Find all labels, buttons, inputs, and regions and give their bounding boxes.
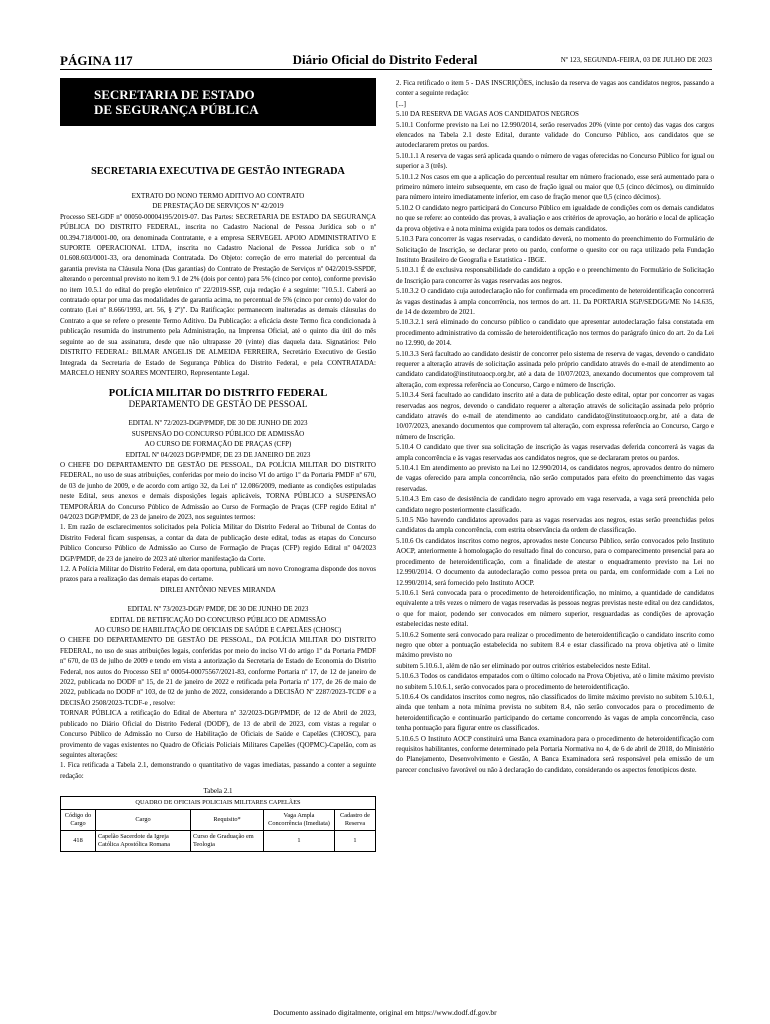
paragraph: subitem 5.10.6.1, além de não ser eliminado por outros critérios estabelecidos neste Edital. xyxy=(396,661,651,670)
edital-73-title xyxy=(60,604,376,635)
left-column xyxy=(60,78,376,968)
paragraph: 5.10.4.1 Em atendimento ao previsto na Lei no 12.990/2014, os candidatos negros, aprovados dentro do número de vagas oferecido para ampla concorrência, não serão computados para efeito do preenchimento das vagas reservadas. xyxy=(396,464,714,493)
org-subtitle: DEPARTAMENTO DE GESTÃO DE PESSOAL xyxy=(128,399,308,410)
edital-72-title xyxy=(60,418,376,460)
paragraph: 5.10.1 Conforme previsto na Lei no 12.990/2014, serão reservados 20% (vinte por cento) das vagas dos cargos elencados na Tabela 2.1 deste Edital, durante validade do Concurso Público, aos candidatos que se autodeclararem pretos ou pardos. xyxy=(396,120,714,150)
vagas-table xyxy=(60,796,376,852)
table-cell: 1 xyxy=(264,831,335,852)
right-column xyxy=(396,78,714,968)
paragraph: 5.10.6.3 Todos os candidatos empatados com o último colocado na Prova Objetiva, até o limite máximo previsto no subitem 5.10.6.1, serão convocados para o procedimento de heteroidentificação. xyxy=(396,672,714,691)
paragraph: 5.10 DA RESERVA DE VAGAS AOS CANDIDATOS NEGROS xyxy=(396,110,579,119)
edital-title-line: EDITAL Nº 04/2023 DGP/PMDF, DE 23 DE JANEIRO DE 2023 xyxy=(125,450,311,459)
table-header-cell: Vaga Ampla Concorrência (Imediata) xyxy=(264,810,335,831)
paragraph: 2. Fica retificado o item 5 - DAS INSCRIÇÕES, inclusão da reserva de vagas aos candidatos negros, passando a conter a seguinte redação: xyxy=(396,79,714,98)
table-caption: Tabela 2.1 xyxy=(203,787,233,796)
paragraph: 5.10.6.1 Será convocada para o procedimento de heteroidentificação, no mínimo, a quantidade de candidatos equivalente a três vezes o número de vagas reservadas às pessoas negras previstas neste edital ou dez candidatos, o que for maior, podendo ser convocados em número superior, resguardadas as condições de aprovação estabelecidas neste edital. xyxy=(396,588,714,629)
edital-title-line: AO CURSO DE HABILITAÇÃO DE OFICIAIS DE SAÚDE E CAPELÃES (CHOSC) xyxy=(94,626,342,635)
table-row xyxy=(61,831,376,852)
edital-73-paragraph: O CHEFE DO DEPARTAMENTO DE GESTÃO DE PESSOAL, DA POLÍCIA MILITAR DO DISTRITO FEDERAL, no uso de suas atribuições legais, conferidas por meio do inciso VI do artigo 1º da Portaria PMDF nº 670, de 03 de julho de 2009 e tendo em vista a autorização da Secretaria de Estado de Economia do Distrito Federal, nos autos do Processo SEI nº 00054-00075567/2021-83, conforme Portaria nº 17, de 12 de janeiro de 2022, publicada no DODF nº 15, de 21 de janeiro de 2022 e retificada pela Portaria nº 177, de 26 de maio de 2022, publicada no DODF nº 103, de 02 de junho de 2022, considerando a DECISÃO Nº 2287/2023-TCDF e a DECISÃO 2508/2023-TCDF-e , resolve: xyxy=(60,636,376,707)
page-number: PÁGINA 117 xyxy=(60,53,133,68)
banner-line: DE SEGURANÇA PÚBLICA xyxy=(94,102,259,117)
table-title-row xyxy=(61,797,376,810)
table-cell: Capelão Sacerdote da Igreja Católica Apostólica Romana xyxy=(96,831,191,852)
table-header-cell: Código do Cargo xyxy=(61,810,96,831)
paragraph: 5.10.3.4 Será facultado ao candidato inscrito até a data de publicação deste edital, optar por concorrer as vagas reservadas aos negros, devendo o candidato requerer a alteração através de solicitação assinada pelo próprio candidato através do e-mail de atendimento ao candidato candidato@institutoaocp.org.br, até a data de 10/07/2023, anexando documentos que comprovem tal alteração, com expressa referência ao Concurso, Cargo e número de Inscrição. xyxy=(396,391,714,441)
paragraph: 5.10.6 Os candidatos inscritos como negros, aprovados neste Concurso Público, serão convocados pelo Instituto AOCP, anteriormente à homologação do resultado final do concurso, para o comparecimento presencial para ao procedimento de heteroidentificação, com a finalidade de atestar o enquadramento previsto na Lei no 12.990/2014. O documento da autodeclaração como pessoa preta ou parda, em conformidade com a Lei no 12.990/2014, será fornecido pelo Instituto AOCP. xyxy=(396,536,714,587)
table-title: QUADRO DE OFICIAIS POLICIAIS MILITARES CAPELÃES xyxy=(61,797,376,810)
org-title: POLÍCIA MILITAR DO DISTRITO FEDERAL xyxy=(108,388,328,400)
secretaria-banner xyxy=(60,78,376,126)
header-rule xyxy=(60,69,712,70)
paragraph: 5.10.1.2 Nos casos em que a aplicação do percentual resultar em número fracionado, esse será aumentado para o primeiro número inteiro subsequente, em caso de fração igual ou maior que 0,5 (cinco décimos), ou diminuído para número inteiro imediatamente inferior, em caso de fração menor que 0,5 (cinco décimos). xyxy=(396,172,714,202)
paragraph: 5.10.6.5 O Instituto AOCP constituirá uma Banca examinadora para o procedimento de heteroidentificação com requisitos habilitantes, conforme determinado pela Portaria Normativa no 4, de 6 de abril de 2018, do Ministério do Planejamento, Desenvolvimento e Gestão, A Banca Examinadora será responsável pela emissão de um parecer conclusivo favorável ou não à declaração do candidato, considerando os aspectos fenotípicos deste. xyxy=(396,734,714,774)
paragraph: 5.10.6.4 Os candidatos inscritos como negros, não classificados do limite máximo previsto no subitem 5.10.6.1, ainda que tenham a nota mínima prevista no subitem 8.4, não serão convocados para o procedimento de heteroidentificação e continuarão participando do certame concorrendo às vagas de ampla concorrência, caso tenha pontuação para figurar entre os classificados. xyxy=(396,692,714,733)
paragraph: 5.10.3.3 Será facultado ao candidato desistir de concorrer pelo sistema de reserva de vagas, devendo o candidato requerer a alteração através de solicitação assinada pelo próprio candidato através do e-mail de atendimento ao candidato candidato@institutoaocp.org.br, até a data de 10/07/2023, anexando documentos que comprovem tal alteração, com expressa referência ao Concurso, Cargo e número de Inscrição. xyxy=(396,349,714,389)
paragraph: 5.10.2 O candidato negro participará do Concurso Público em igualdade de condições com os demais candidatos no que se refere: ao conteúdo das provas, à avaliação e aos critérios de aprovação, ao horário e local de aplicação da prova objetiva e à nota mínima exigida para todos os demais candidatos. xyxy=(396,203,714,233)
footer-signature-note: Documento assinado digitalmente, original em https://www.dodf.df.gov.br xyxy=(273,1008,497,1017)
banner-line: SECRETARIA DE ESTADO xyxy=(94,87,255,102)
extract-title-line: DE PRESTAÇÃO DE SERVIÇOS Nº 42/2019 xyxy=(152,202,284,211)
table-cell: Curso de Graduação em Teologia xyxy=(191,831,264,852)
paragraph: 5.10.4.3 Em caso de desistência de candidato negro aprovado em vaga reservada, a vaga será preenchida pelo candidato negro posteriormente classificado. xyxy=(396,495,714,514)
edital-73-paragraph: TORNAR PÚBLICA a retificação do Edital de Abertura nº 32/2023-DGP/PMDF, de 12 de Abril de 2023, publicado no Diário Oficial do Distrito Federal (DODF), de 13 de abril de 2023, com vistas a regular o Concurso Público de Admissão no Curso de Habilitação de Oficiais de Saúde e Capelães (CHOSC), para provimento de vagas existentes no Quadro de Oficiais Policiais Militares Capelães (QOPMC)-Capelão, com as seguintes alterações: xyxy=(60,709,376,759)
section-title: SECRETARIA EXECUTIVA DE GESTÃO INTEGRADA xyxy=(91,166,345,177)
table-header-row xyxy=(61,810,376,831)
table-header-cell: Cargo xyxy=(96,810,191,831)
paragraph: 5.10.3 Para concorrer às vagas reservadas, o candidato deverá, no momento do preenchimento do Formulário de Solicitação de Inscrição, se declarar preto ou pardo, conforme o quesito cor ou raça utilizado pela Fundação Instituto Brasileiro de Geografia e Estatística - IBGE. xyxy=(396,235,714,264)
edital-title-line: EDITAL Nº 73/2023-DGP/ PMDF, DE 30 DE JUNHO DE 2023 xyxy=(127,605,309,614)
edital-72-paragraph: 1.2. A Polícia Militar do Distrito Federal, em data oportuna, publicará um novo Cronograma disponde dos novos prazos para a realização das demais etapas do certame. xyxy=(60,565,376,584)
journal-title: Diário Oficial do Distrito Federal xyxy=(292,52,478,67)
edital-72-paragraph: O CHEFE DO DEPARTAMENTO DE GESTÃO DE PESSOAL, DA POLÍCIA MILITAR DO DISTRITO FEDERAL, no uso de suas atribuições, conferidas por meio do inciso VI do artigo 1º da Portaria PMDF nº 670, de 03 de junho de 2009, e de acordo com artigo 32, da Lei nº 12.086/2009, mediante as condições estipuladas neste Edital, seus anexos e demais disposições legais aplicáveis, TORNA PÚBLICO a SUSPENSÃO TEMPORÁRIA do Concurso Público de Admissão ao Curso de Formação de Praças (CFP regido Edital nº 04/2023 DGP/PMDF, de 23 de janeiro de 2023, nos seguintes termos: xyxy=(60,460,376,521)
extract-title-line: EXTRATO DO NONO TERMO ADITIVO AO CONTRATO xyxy=(131,192,305,200)
paragraph: 5.10.3.1 É de exclusiva responsabilidade do candidato a opção e o preenchimento do Formulário de Solicitação de Inscrição para concorrer às vagas reservadas aos negros. xyxy=(396,266,714,285)
edital-72-paragraph: 1. Em razão de esclarecimentos solicitados pela Polícia Militar do Distrito Federal ao Tribunal de Contas do Distrito Federal ficam suspensas, a contar da data de publicação deste edital, todas as etapas do Concurso Público Concurso Público de Admissão ao Curso de Formação de Praças (CFP) regido Edital nº 04/2023 DGP/PMDF, de 23 de janeiro de 2023 até ulterior manifestação da Corte. xyxy=(60,523,376,563)
paragraph: [...] xyxy=(396,99,406,108)
edital-title-line: EDITAL DE RETIFICAÇÃO DO CONCURSO PÚBLICO DE ADMISSÃO xyxy=(110,615,326,624)
paragraph: 5.10.3.2.1 será eliminado do concurso público o candidato que apresentar autodeclaração falsa constatada em procedimento administrativo da comissão de heteroidentificação nos termos do parágrafo único do art. 2o da Lei no 12.990, de 2014. xyxy=(396,318,714,348)
extract-body: Processo SEI-GDF nº 00050-00004195/2019-07. Das Partes: SECRETARIA DE ESTADO DA SEGURANÇA PÚBLICA DO DISTRITO FEDERAL, inscrita no Cadastro Nacional de Pessoa Jurídica sob o nº 00.394.718/0001-00, ora denominada Contratante, e a empresa SERVEGEL APOIO ADMINISTRATIVO E SUPORTE OPERACIONAL LTDA, inscrita no Cadastro Nacional de Pessoa Jurídica sob o nº 01.608.603/0001-33, ora denominada Contratada. Do Objeto: correção de erro material do percentual da garantia prevista na Cláusula Nona (Das garantias) do Contrato de Prestação de Serviços nº 042/2019-SSPDF, alterando o percentual previsto no item 9.1 de 2% (dois por cento) para 5% (cinco por cento), conforme previsão no item 10.5.1 do edital do pregão eletrônico nº 22/2019-SSP, cuja redação é a seguinte: "10.5.1. Caberá ao contratado optar por uma das modalidades de garantia acima, no percentual de 5% (cinco por cento) do valor do contrato (Lei nº 8.666/1993, art. 56, § 2º)". Da Ratificação: permanecem inalteradas as demais cláusulas do Contrato a que se refere o presente Termo Aditivo. Da Publicação: a eficácia deste Termo fica condicionada à publicação resumida do instrumento pela Administração, na Imprensa Oficial, até o quinto dia útil do mês seguinte ao de sua assinatura, desde que não ultrapasse 20 (vinte) dias daquela data. Signatários: Pelo DISTRITO FEDERAL: BILMAR ANGELIS DE ALMEIDA FERREIRA, Secretário Executivo de Gestão Integrada da Secretaria de Estado de Segurança Pública do Distrito Federal, e pela CONTRATADA: MARCELO HENRY SOARES MONTEIRO, Representante Legal. xyxy=(60,212,376,377)
issue-date: Nº 123, SEGUNDA-FEIRA, 03 DE JULHO DE 2023 xyxy=(560,56,712,64)
paragraph: 5.10.3.2 O candidato cuja autodeclaração não for confirmada em procedimento de heteroidentificação concorrerá às vagas destinadas à ampla concorrência, nos termos do art. 11. Da PORTARIA SGP/SEDGG/ME No 14.635, de 14 de dezembro de 2021. xyxy=(396,287,714,316)
table-cell: 418 xyxy=(61,831,96,852)
table-cell: 1 xyxy=(335,831,376,852)
paragraph: 5.10.5 Não havendo candidatos aprovados para as vagas reservadas aos negros, estas serão preenchidas pelos candidatos da ampla concorrência, com estrita observância da ordem de classificação. xyxy=(396,516,714,535)
edital-73-paragraph: 1. Fica retificada a Tabela 2.1, demonstrando o quantitativo de vagas imediatas, passando a conter a seguinte redação: xyxy=(60,761,376,780)
extract-title xyxy=(60,191,376,212)
table-header-cell: Requisito* xyxy=(191,810,264,831)
paragraph: 5.10.6.2 Somente será convocado para realizar o procedimento de heteroidentificação o candidato inscrito como negro que obter a pontuação estabelecida no subitem 8.4 e estar classificado na prova objetiva até o limite máximo previsto no xyxy=(396,630,714,660)
table-header-cell: Cadastro de Reserva xyxy=(335,810,376,831)
edital-72-signature: DIRLEI ANTÔNIO NEVES MIRANDA xyxy=(160,585,276,594)
edital-title-line: EDITAL Nº 72/2023-DGP/PMDF, DE 30 DE JUNHO DE 2023 xyxy=(128,419,308,428)
paragraph: 5.10.1.1 A reserva de vagas será aplicada quando o número de vagas oferecidas no Concurso Público for igual ou superior a 3 (três). xyxy=(396,151,714,171)
paragraph: 5.10.4 O candidato que tiver sua solicitação de inscrição às vagas reservadas deferida concorrerá às vagas da ampla concorrência e às vagas reservadas aos candidatos negros, que se declararam pretos ou pardos. xyxy=(396,443,714,462)
edital-title-line: AO CURSO DE FORMAÇÃO DE PRAÇAS (CFP) xyxy=(144,440,292,449)
edital-title-line: SUSPENSÃO DO CONCURSO PÚBLICO DE ADMISSÃO xyxy=(131,429,305,438)
